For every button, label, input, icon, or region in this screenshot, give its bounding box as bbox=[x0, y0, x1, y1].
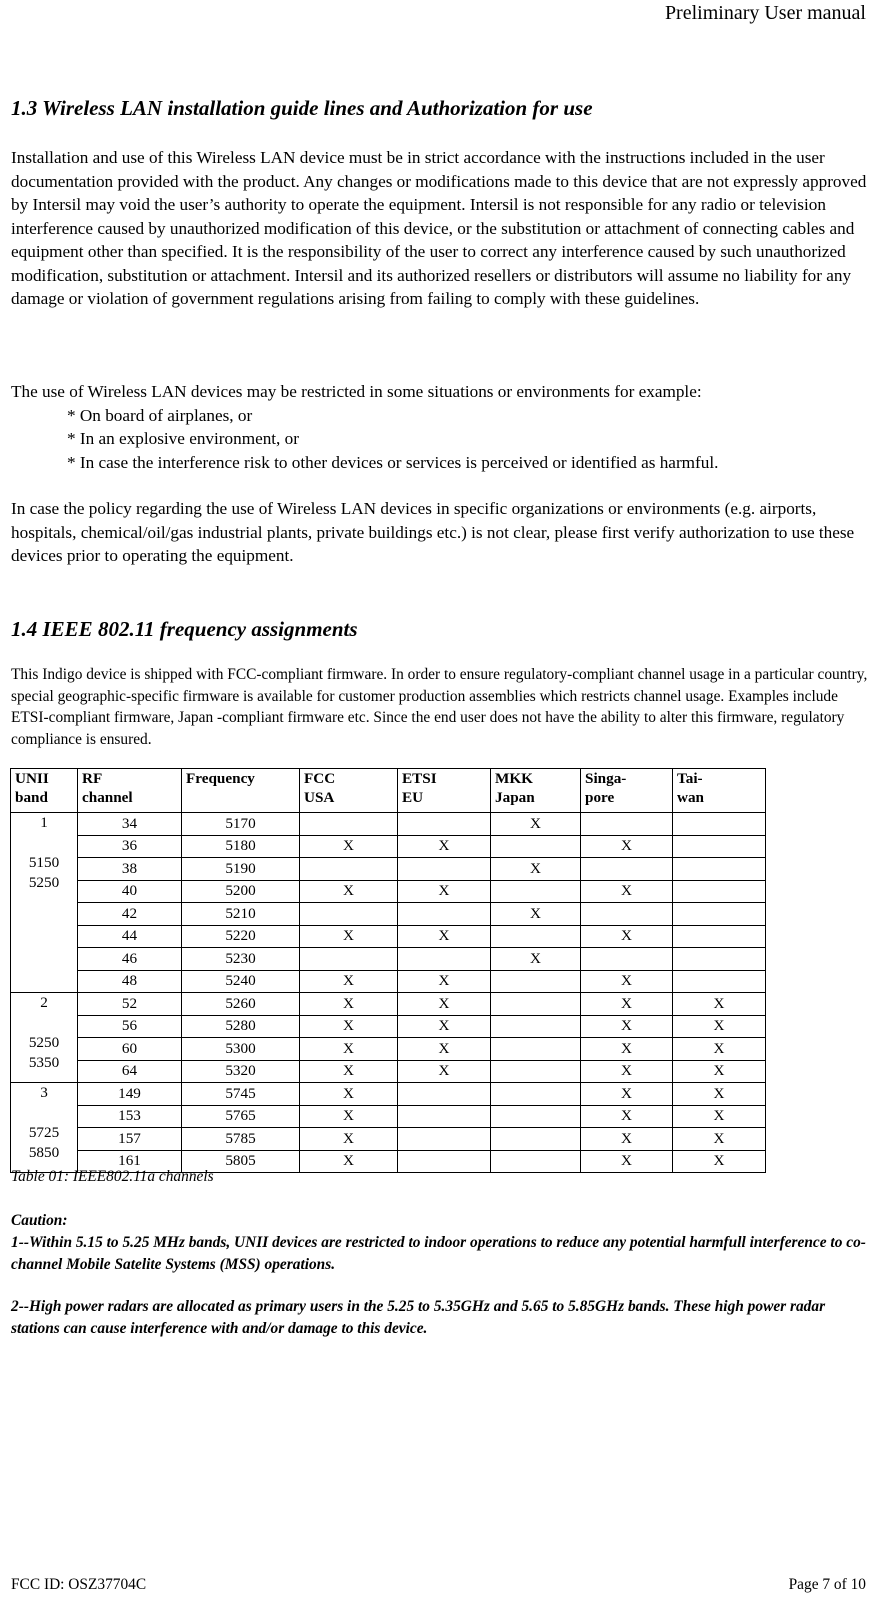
table-cell: X bbox=[300, 970, 398, 993]
table-cell: X bbox=[300, 1083, 398, 1106]
table-cell: X bbox=[398, 1015, 491, 1038]
table-cell: X bbox=[581, 1015, 673, 1038]
table-cell: 5745 bbox=[182, 1083, 300, 1106]
frequency-table bbox=[10, 768, 766, 1173]
table-cell bbox=[398, 948, 491, 971]
column-header: Singa- pore bbox=[581, 769, 673, 813]
table-cell: X bbox=[300, 1150, 398, 1173]
unii-band-cell: 2 5250 5350 bbox=[11, 993, 78, 1083]
table-cell: 5300 bbox=[182, 1038, 300, 1061]
table-cell: 5170 bbox=[182, 813, 300, 836]
table-row bbox=[11, 858, 766, 881]
table-cell: X bbox=[398, 880, 491, 903]
table-cell: X bbox=[673, 1128, 766, 1151]
table-row bbox=[11, 1038, 766, 1061]
caution-title: Caution: bbox=[11, 1212, 68, 1229]
restriction-bullet-3: * In case the interference risk to other devices or services is perceived or identified as harmful. bbox=[67, 452, 719, 472]
table-cell: X bbox=[398, 970, 491, 993]
table-cell: X bbox=[673, 1060, 766, 1083]
table-cell bbox=[673, 903, 766, 926]
table-cell: 5260 bbox=[182, 993, 300, 1016]
table-cell: X bbox=[581, 1105, 673, 1128]
table-cell bbox=[673, 948, 766, 971]
table-cell: X bbox=[491, 813, 581, 836]
table-cell: X bbox=[398, 1060, 491, 1083]
table-cell bbox=[491, 1105, 581, 1128]
table-cell: 60 bbox=[78, 1038, 182, 1061]
table-cell: X bbox=[581, 1060, 673, 1083]
table-cell: 5240 bbox=[182, 970, 300, 993]
table-cell: 5200 bbox=[182, 880, 300, 903]
table-cell: X bbox=[581, 835, 673, 858]
table-caption: Table 01: IEEE802.11a channels bbox=[11, 1168, 214, 1185]
caution-item-2: 2--High power radars are allocated as primary users in the 5.25 to 5.35GHz and 5.65 to 5.85GHz bands. These high power radar stations can cause interference with and/or damage to this device. bbox=[11, 1298, 826, 1337]
table-cell bbox=[673, 813, 766, 836]
table-cell bbox=[398, 1083, 491, 1106]
table-cell bbox=[300, 813, 398, 836]
table-row bbox=[11, 1015, 766, 1038]
restriction-bullet-2: * In an explosive environment, or bbox=[67, 429, 299, 448]
table-cell: 5210 bbox=[182, 903, 300, 926]
table-cell: X bbox=[398, 835, 491, 858]
table-cell: 56 bbox=[78, 1015, 182, 1038]
table-cell: X bbox=[581, 1038, 673, 1061]
table-cell: X bbox=[300, 835, 398, 858]
table-cell: X bbox=[300, 925, 398, 948]
table-cell bbox=[300, 903, 398, 926]
table-cell bbox=[673, 858, 766, 881]
table-cell bbox=[491, 1150, 581, 1173]
table-cell: X bbox=[398, 925, 491, 948]
table-cell: X bbox=[491, 858, 581, 881]
table-header-row bbox=[11, 769, 766, 813]
table-cell: 5320 bbox=[182, 1060, 300, 1083]
table-cell: 44 bbox=[78, 925, 182, 948]
table-cell: X bbox=[673, 1083, 766, 1106]
column-header: FCC USA bbox=[300, 769, 398, 813]
table-cell: 5785 bbox=[182, 1128, 300, 1151]
table-cell: 5220 bbox=[182, 925, 300, 948]
table-cell: 5230 bbox=[182, 948, 300, 971]
column-header: Frequency bbox=[182, 769, 300, 813]
fcc-id: FCC ID: OSZ37704C bbox=[11, 1576, 147, 1593]
table-row bbox=[11, 970, 766, 993]
table-cell: X bbox=[398, 1038, 491, 1061]
table-row bbox=[11, 925, 766, 948]
table-cell bbox=[398, 813, 491, 836]
table-row bbox=[11, 1060, 766, 1083]
table-cell: X bbox=[300, 1060, 398, 1083]
table-cell bbox=[491, 993, 581, 1016]
table-cell: 48 bbox=[78, 970, 182, 993]
table-row bbox=[11, 813, 766, 836]
table-cell bbox=[491, 970, 581, 993]
table-cell bbox=[673, 835, 766, 858]
restriction-bullet-1: * On board of airplanes, or bbox=[67, 405, 253, 425]
table-cell: 64 bbox=[78, 1060, 182, 1083]
table-cell: 5805 bbox=[182, 1150, 300, 1173]
table-cell: 153 bbox=[78, 1105, 182, 1128]
table-cell bbox=[491, 1038, 581, 1061]
table-row bbox=[11, 903, 766, 926]
table-cell: 157 bbox=[78, 1128, 182, 1151]
table-cell: 52 bbox=[78, 993, 182, 1016]
table-cell: X bbox=[581, 1150, 673, 1173]
table-cell bbox=[300, 858, 398, 881]
table-cell bbox=[491, 1083, 581, 1106]
table-row bbox=[11, 1083, 766, 1106]
firmware-paragraph: This Indigo device is shipped with FCC-compliant firmware. In order to ensure regulatory-compliant channel usage in a particular country, special geographic-specific firmware is available for customer production assemblies which restricts channel usage. Examples include ETSI-compliant firmware, Japan -compliant firmware etc. Since the end user does not have the ability to alter this firmware, regulatory compliance is ensured. bbox=[11, 666, 868, 748]
table-cell: X bbox=[581, 1083, 673, 1106]
table-cell: X bbox=[300, 1015, 398, 1038]
table-cell: X bbox=[581, 925, 673, 948]
table-cell: 161 bbox=[78, 1150, 182, 1173]
table-cell: X bbox=[398, 993, 491, 1016]
table-cell: 46 bbox=[78, 948, 182, 971]
page-number: Page 7 of 10 bbox=[788, 1576, 866, 1593]
caution-item-2-block bbox=[11, 1296, 869, 1340]
table-cell: 36 bbox=[78, 835, 182, 858]
table-cell: 5280 bbox=[182, 1015, 300, 1038]
table-cell: X bbox=[300, 880, 398, 903]
table-cell bbox=[581, 948, 673, 971]
table-cell bbox=[491, 1060, 581, 1083]
table-row bbox=[11, 948, 766, 971]
table-cell: X bbox=[673, 1038, 766, 1061]
table-cell: 5190 bbox=[182, 858, 300, 881]
table-cell: X bbox=[300, 1128, 398, 1151]
table-cell: X bbox=[673, 1105, 766, 1128]
table-row bbox=[11, 835, 766, 858]
column-header: RF channel bbox=[78, 769, 182, 813]
table-cell: 38 bbox=[78, 858, 182, 881]
table-cell bbox=[673, 925, 766, 948]
table-row bbox=[11, 993, 766, 1016]
table-cell bbox=[300, 948, 398, 971]
column-header: ETSI EU bbox=[398, 769, 491, 813]
table-cell bbox=[398, 1150, 491, 1173]
page-header: Preliminary User manual bbox=[664, 2, 866, 24]
table-cell bbox=[491, 1015, 581, 1038]
table-cell: 34 bbox=[78, 813, 182, 836]
table-cell bbox=[673, 880, 766, 903]
table-cell: X bbox=[491, 948, 581, 971]
table-cell bbox=[491, 925, 581, 948]
caution-item-1: 1--Within 5.15 to 5.25 MHz bands, UNII devices are restricted to indoor operations to reduce any potential harmfull interference to co-channel Mobile Satelite Systems (MSS) operations. bbox=[11, 1234, 866, 1273]
column-header: UNII band bbox=[11, 769, 78, 813]
table-row bbox=[11, 1128, 766, 1151]
table-cell: X bbox=[581, 1128, 673, 1151]
section-1-4-title: 1.4 IEEE 802.11 frequency assignments bbox=[11, 617, 358, 641]
column-header: MKK Japan bbox=[491, 769, 581, 813]
table-cell: 42 bbox=[78, 903, 182, 926]
table-cell bbox=[398, 1128, 491, 1151]
table-cell bbox=[491, 1128, 581, 1151]
installation-paragraph: Installation and use of this Wireless LAN device must be in strict accordance with the instructions included in the user documentation provided with the product. Any changes or modifications made to this device that are not expressly approved by Intersil may void the user’s authority to operate the equipment. Intersil is not responsible for any radio or television interference caused by unauthorized modification of this device, or the substitution or attachment of connecting cables and equipment other than specified. It is the responsibility of the user to correct any interference caused by such unauthorized modification, substitution or attachment. Intersil and its authorized resellers or distributors will assume no liability for any damage or violation of government regulations arising from failing to comply with these guidelines. bbox=[11, 148, 867, 308]
unii-band-cell: 1 5150 5250 bbox=[11, 813, 78, 993]
table-cell: X bbox=[581, 880, 673, 903]
table-cell: X bbox=[673, 993, 766, 1016]
table-cell: X bbox=[300, 1105, 398, 1128]
table-cell bbox=[581, 813, 673, 836]
table-cell: X bbox=[300, 1038, 398, 1061]
table-cell bbox=[398, 858, 491, 881]
table-cell: X bbox=[673, 1015, 766, 1038]
table-cell: 5180 bbox=[182, 835, 300, 858]
table-cell: X bbox=[673, 1150, 766, 1173]
table-cell: X bbox=[300, 993, 398, 1016]
table-cell bbox=[491, 835, 581, 858]
table-row bbox=[11, 880, 766, 903]
restrictions-paragraph bbox=[11, 380, 869, 474]
caution-block bbox=[11, 1210, 869, 1276]
table-cell bbox=[491, 880, 581, 903]
column-header: Tai- wan bbox=[673, 769, 766, 813]
table-row bbox=[11, 1105, 766, 1128]
policy-paragraph: In case the policy regarding the use of Wireless LAN devices in specific organizations or environments (e.g. airports, hospitals, chemical/oil/gas industrial plants, private buildings etc.) is not clear, please first verify authorization to use these devices prior to operating the equipment. bbox=[11, 499, 855, 565]
table-cell bbox=[673, 970, 766, 993]
table-cell bbox=[581, 858, 673, 881]
table-cell: 40 bbox=[78, 880, 182, 903]
table-cell: X bbox=[581, 970, 673, 993]
table-cell: 5765 bbox=[182, 1105, 300, 1128]
table-cell bbox=[398, 1105, 491, 1128]
section-1-3-title: 1.3 Wireless LAN installation guide lines and Authorization for use bbox=[11, 96, 593, 120]
restrictions-intro: The use of Wireless LAN devices may be restricted in some situations or environments for example: bbox=[11, 382, 702, 401]
table-cell: 149 bbox=[78, 1083, 182, 1106]
table-cell: X bbox=[581, 993, 673, 1016]
table-cell bbox=[398, 903, 491, 926]
unii-band-cell: 3 5725 5850 bbox=[11, 1083, 78, 1173]
table-cell bbox=[581, 903, 673, 926]
table-cell: X bbox=[491, 903, 581, 926]
